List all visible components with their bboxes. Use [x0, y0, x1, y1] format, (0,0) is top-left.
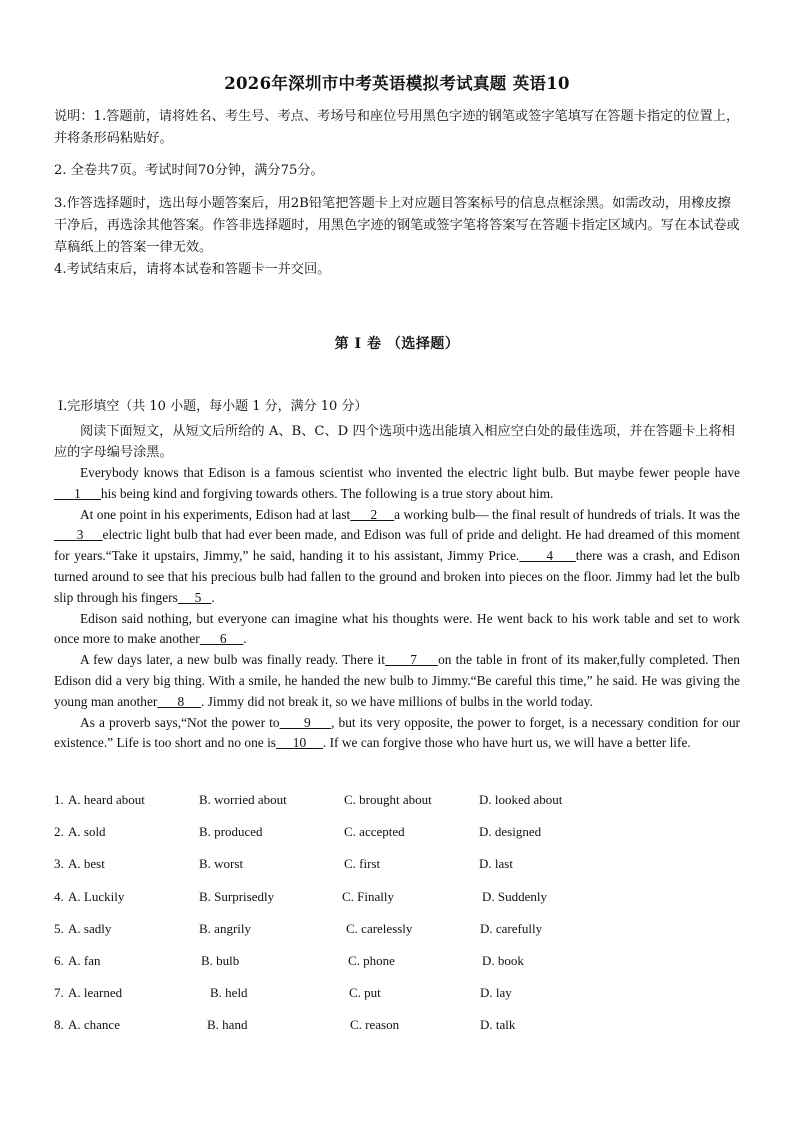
option-d[interactable]: D. designed — [479, 824, 542, 840]
question-number: 2. — [54, 824, 64, 840]
option-d[interactable]: D. talk — [480, 1017, 516, 1033]
option-a[interactable]: A. fan — [68, 952, 101, 968]
question-number: 1. — [54, 792, 64, 807]
option-b[interactable]: B. hand — [207, 1017, 248, 1033]
passage-text: Edison said nothing, but everyone can imagine what his thoughts were. He went back to his work table and set to work once more to make another — [54, 610, 740, 647]
exam-title: 2026年深圳市中考英语模拟考试真题 英语10 — [224, 74, 570, 93]
option-c[interactable]: C. brought about — [344, 792, 432, 807]
passage-text: , but its very opposite, the power to forget, is a necessary condition for our existence.” Life is too short and no one is — [54, 714, 740, 751]
option-d[interactable]: D. carefully — [480, 920, 543, 936]
blank-10 — [276, 735, 323, 750]
option-d[interactable]: D. lay — [480, 985, 512, 1001]
blank-4 — [519, 548, 575, 563]
option-a[interactable]: A. chance — [68, 1017, 120, 1033]
blank-number: 2 — [370, 506, 378, 522]
blank-8 — [157, 694, 201, 709]
cloze-passage — [54, 463, 740, 754]
question-number: 3. — [54, 856, 64, 872]
passage-text: a working bulb— the final result of hundreds of trials. It was the — [394, 506, 740, 522]
section-title: 第 I 卷 （选择题） — [334, 336, 460, 352]
option-a[interactable]: A. sold — [68, 824, 106, 840]
option-c[interactable]: C. put — [349, 985, 381, 1001]
passage-text: . — [211, 589, 215, 605]
passage-text: on the table in front of its maker,fully completed. Then Edison did a very big thing. With a smile, he handed the new bulb to Jimmy.“Be careful this time,” he said. He was giving the young man another — [54, 652, 740, 709]
option-c[interactable]: C. accepted — [344, 824, 405, 840]
option-c[interactable]: C. carelessly — [346, 920, 413, 936]
passage-paragraph — [54, 463, 740, 505]
passage-paragraph — [54, 650, 740, 712]
question-number: 7. — [54, 985, 64, 1001]
option-a[interactable]: A. sadly — [68, 920, 112, 936]
note-2: 2. 全卷共7页。考试时间70分钟，满分75分。 — [54, 163, 324, 178]
option-c[interactable]: C. Finally — [342, 888, 395, 904]
option-b[interactable]: B. angrily — [199, 920, 251, 936]
blank-number: 10 — [292, 735, 307, 751]
cloze-heading: Ⅰ.完形填空（共 10 小题，每小题 1 分，满分 10 分） — [58, 399, 368, 414]
note-1: 说明：1.答题前，请将姓名、考生号、考点、考场号和座位号用黑色字迹的钢笔或签字笔填写在答题卡指定的位置上，并将条形码粘贴好。 — [54, 109, 740, 146]
option-a[interactable]: A. Luckily — [68, 888, 125, 904]
passage-paragraph — [54, 505, 740, 609]
blank-3 — [54, 527, 103, 542]
passage-text: Everybody knows that Edison is a famous scientist who invented the electric light bulb. But maybe fewer people have — [80, 465, 740, 480]
passage-text: electric light bulb that had ever been made, and Edison was full of pride and delight. He had dreamed of this moment for years.“Take it upstairs, Jimmy,” he said, handing it to his assistant, Jimmy Price. — [54, 527, 740, 564]
passage-text: there was a crash, and Edison turned around to see that his precious bulb had fallen to the ground and broken into pieces on the floor. Jimmy had let the bulb slip through his fingers — [54, 548, 740, 605]
passage-text: A few days later, a new bulb was finally ready. There it — [80, 652, 385, 668]
option-b[interactable]: B. bulb — [201, 952, 240, 968]
passage-paragraph — [54, 713, 740, 755]
option-c[interactable]: C. reason — [350, 1017, 400, 1033]
option-a[interactable]: A. best — [68, 856, 105, 872]
option-b[interactable]: B. held — [210, 985, 248, 1001]
option-b[interactable]: B. produced — [199, 824, 263, 840]
note-3: 3.作答选择题时，选出每小题答案后，用2B铅笔把答题卡上对应题目答案标号的信息点框涂黑。如需改动，用橡皮擦干净后，再选涂其他答案。作答非选择题时，用黑色字迹的钢笔或签字笔将答案写在答题卡指定区域内。写在本试卷或草稿纸上的答案一律无效。 — [54, 196, 740, 255]
question-number: 5. — [54, 920, 64, 936]
blank-number: 5 — [194, 589, 202, 605]
option-c[interactable]: C. phone — [348, 952, 395, 968]
blank-number: 6 — [219, 631, 227, 647]
blank-number: 8 — [177, 693, 185, 709]
question-number: 6. — [54, 952, 64, 968]
blank-number: 1 — [74, 485, 81, 501]
passage-paragraph — [54, 609, 740, 651]
blank-9 — [280, 715, 332, 730]
option-d[interactable]: D. Suddenly — [482, 888, 547, 904]
blank-5 — [178, 589, 215, 605]
option-a[interactable]: A. learned — [68, 985, 123, 1001]
option-b[interactable]: B. Surprisedly — [199, 888, 275, 904]
option-a[interactable]: A. heard about — [68, 792, 145, 807]
option-b[interactable]: B. worried about — [199, 792, 287, 807]
option-d[interactable]: D. looked about — [479, 792, 563, 807]
cloze-instructions: 阅读下面短文，从短文后所给的 A、B、C、D 四个选项中选出能填入相应空白处的最佳选项，并在答题卡上将相应的字母编号涂黑。 — [54, 424, 735, 460]
passage-text: . If we can forgive those who have hurt us, we will have a better life. — [322, 735, 691, 751]
passage-text: . Jimmy did not break it, so we have millions of bulbs in the world today. — [200, 693, 593, 709]
passage-text: At one point in his experiments, Edison had at last — [80, 506, 351, 522]
blank-number: 4 — [546, 548, 554, 564]
exam-instructions — [54, 106, 744, 281]
blank-number: 9 — [304, 714, 311, 730]
blank-number: 3 — [76, 527, 84, 543]
option-c[interactable]: C. first — [344, 856, 381, 872]
blank-number: 7 — [410, 652, 417, 668]
passage-text: As a proverb says,“Not the power to — [80, 714, 280, 730]
option-b[interactable]: B. worst — [199, 856, 244, 872]
option-d[interactable]: D. last — [479, 856, 513, 872]
blank-1 — [54, 486, 101, 501]
blank-6 — [200, 631, 247, 647]
passage-text: his being kind and forgiving towards others. The following is a true story about him. — [100, 485, 554, 501]
note-4: 4.考试结束后，请将本试卷和答题卡一并交回。 — [54, 262, 331, 277]
passage-text: . — [243, 631, 247, 647]
question-number: 4. — [54, 888, 64, 904]
option-d[interactable]: D. book — [482, 952, 524, 968]
blank-2 — [350, 507, 394, 522]
question-number: 8. — [54, 1017, 64, 1033]
blank-7 — [385, 652, 438, 667]
